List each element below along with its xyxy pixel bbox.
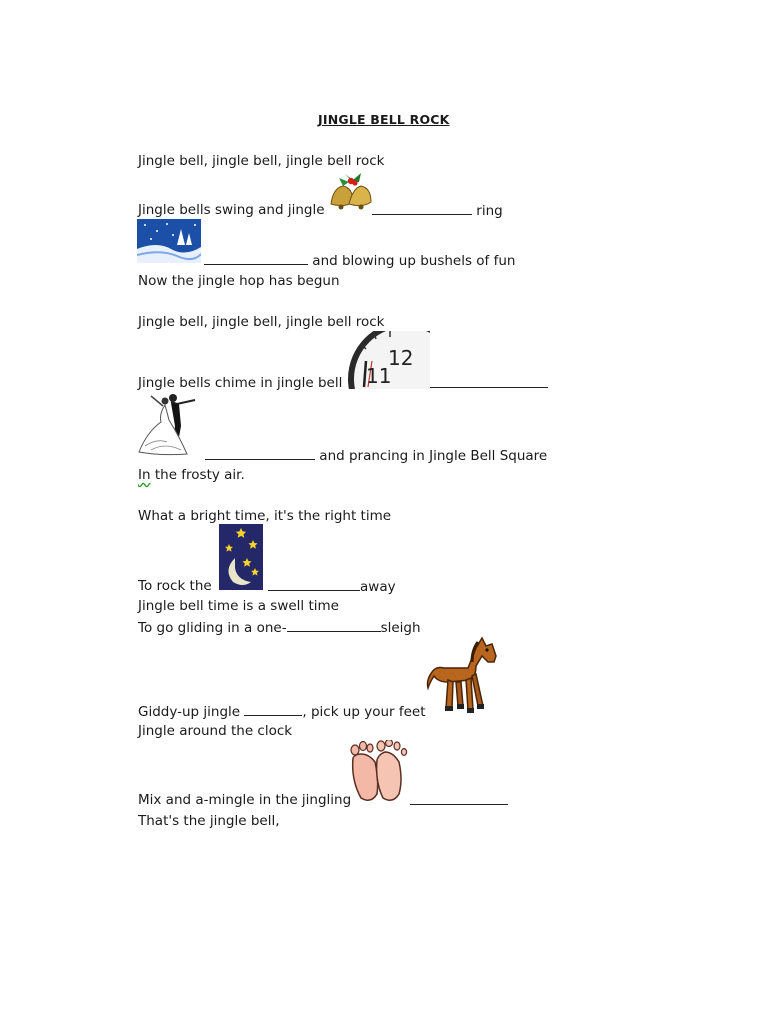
lyric-text: away: [360, 579, 396, 595]
lyric-line-9: What a bright time, it's the right time: [138, 508, 392, 524]
lyric-line-3: [204, 252, 515, 269]
snowy-night-icon: [137, 219, 201, 263]
blank-line[interactable]: [204, 252, 308, 265]
clock-number-11: 11: [366, 364, 392, 388]
lyric-line-14: Jingle around the clock: [138, 723, 293, 739]
blank-line[interactable]: [205, 447, 315, 460]
lyric-line-11: Jingle bell time is a swell time: [138, 598, 339, 614]
lyric-text: , pick up your feet: [302, 704, 426, 720]
lyric-line-12: [138, 619, 421, 636]
lyric-line-2: [138, 202, 325, 218]
moon-stars-icon: [219, 524, 263, 590]
blank-line[interactable]: [287, 619, 381, 632]
lyric-line-4: Now the jingle hop has begun: [138, 273, 340, 289]
lyric-line-6: Jingle bells chime in jingle bell: [138, 375, 343, 391]
lyric-text: sleigh: [380, 620, 421, 636]
lyric-line-16: That's the jingle bell,: [138, 813, 280, 829]
blank-line[interactable]: [430, 375, 548, 388]
blank-line[interactable]: [244, 703, 302, 716]
bells-icon: [325, 170, 375, 214]
blank-line[interactable]: [372, 202, 472, 215]
feet-icon: [347, 740, 411, 806]
clock-icon: [344, 331, 430, 389]
spellcheck-word: In: [138, 467, 151, 483]
lyric-text: and blowing up bushels of fun: [312, 253, 516, 269]
lyric-line-5: Jingle bell, jingle bell, jingle bell rock: [138, 314, 385, 330]
lyric-line-6-end: [430, 375, 548, 392]
blank-line[interactable]: [268, 578, 360, 591]
lyric-text: To go gliding in a one-: [138, 620, 287, 636]
lyric-text: and prancing in Jingle Bell Square: [319, 448, 548, 464]
lyric-line-7: [205, 447, 547, 464]
lyric-line-15: Mix and a-mingle in the jingling: [138, 792, 352, 808]
lyric-line-1: Jingle bell, jingle bell, jingle bell rock: [138, 153, 385, 169]
lyric-text: the frosty air.: [150, 467, 245, 483]
lyric-line-15-end: [410, 792, 508, 809]
lyric-line-10: [138, 578, 212, 594]
lyric-text: Giddy-up jingle: [138, 704, 241, 720]
page-title: JINGLE BELL ROCK: [318, 112, 450, 127]
lyric-text: Jingle bells swing and jingle: [138, 202, 325, 218]
lyric-text: To rock the: [138, 578, 212, 594]
lyric-line-10-end: [268, 578, 396, 595]
lyric-text: ring: [476, 203, 503, 219]
lyric-line-13: [138, 703, 426, 720]
horse-icon: [426, 636, 502, 714]
lyric-line-8: [138, 467, 245, 483]
clock-number-12: 12: [388, 346, 414, 370]
lyric-line-2-end: [372, 202, 503, 219]
dancing-couple-icon: [137, 392, 203, 456]
blank-line[interactable]: [410, 792, 508, 805]
